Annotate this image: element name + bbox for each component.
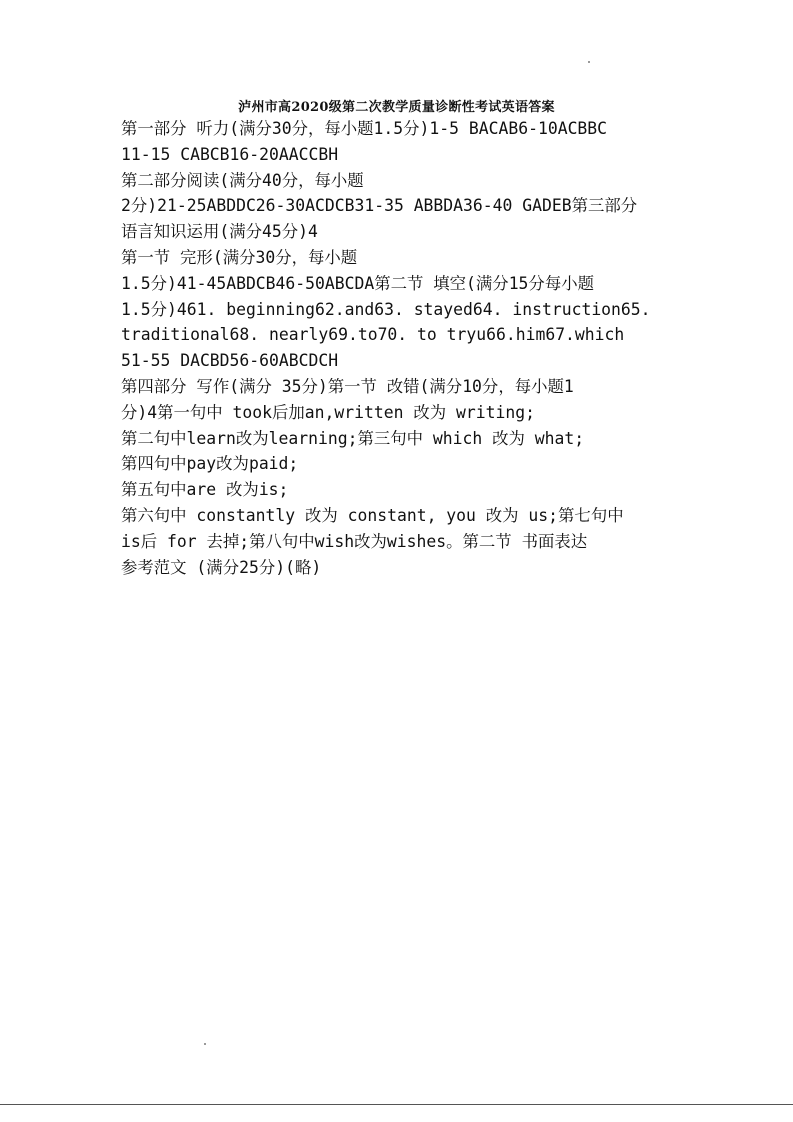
answer-line: 第六句中 constantly 改为 constant, you 改为 us;第七句中 xyxy=(121,505,624,525)
answer-body xyxy=(121,116,681,580)
page-bottom-rule xyxy=(0,1104,793,1105)
answer-line: 第五句中are 改为is; xyxy=(121,480,289,500)
document-title: 泸州市高2020级第二次教学质量诊断性考试英语答案 xyxy=(238,100,555,115)
answer-line: 2分)21-25ABDDC26-30ACDCB31-35 ABBDA36-40 GADEB第三部分 xyxy=(121,196,638,216)
answer-line: 第一节 完形(满分30分，每小题 xyxy=(121,247,358,267)
answer-line: is后 for 去掉;第八句中wish改为wishes。第二节 书面表达 xyxy=(121,531,588,551)
answer-line: 第四部分 写作(满分 35分)第一节 改错(满分10分，每小题1 xyxy=(121,376,574,396)
answer-line: 51-55 DACBD56-60ABCDCH xyxy=(121,351,339,371)
answer-line: 第二部分阅读(满分40分，每小题 xyxy=(121,170,364,190)
answer-line: 参考范文 (满分25分)(略) xyxy=(121,557,322,577)
answer-line: traditional68. nearly69.to70. to tryu66.him67.which xyxy=(121,325,625,345)
answer-line: 1.5分)461. beginning62.and63. stayed64. instruction65. xyxy=(121,299,651,319)
scan-speck-bottom xyxy=(204,1043,206,1045)
answer-line: 第一部分 听力(满分30分，每小题1.5分)1-5 BACAB6-10ACBBC xyxy=(121,119,608,138)
answer-line: 第四句中pay改为paid; xyxy=(121,454,299,474)
answer-line: 1.5分)41-45ABDCB46-50ABCDA第二节 填空(满分15分每小题 xyxy=(121,273,594,293)
scan-speck-top xyxy=(588,61,590,63)
answer-line: 11-15 CABCB16-20AACCBH xyxy=(121,144,339,164)
answer-line: 分)4第一句中 took后加an,written 改为 writing; xyxy=(121,402,535,422)
answer-line: 语言知识运用(满分45分)4 xyxy=(121,222,318,242)
answer-line: 第二句中learn改为learning;第三句中 which 改为 what; xyxy=(121,428,585,448)
